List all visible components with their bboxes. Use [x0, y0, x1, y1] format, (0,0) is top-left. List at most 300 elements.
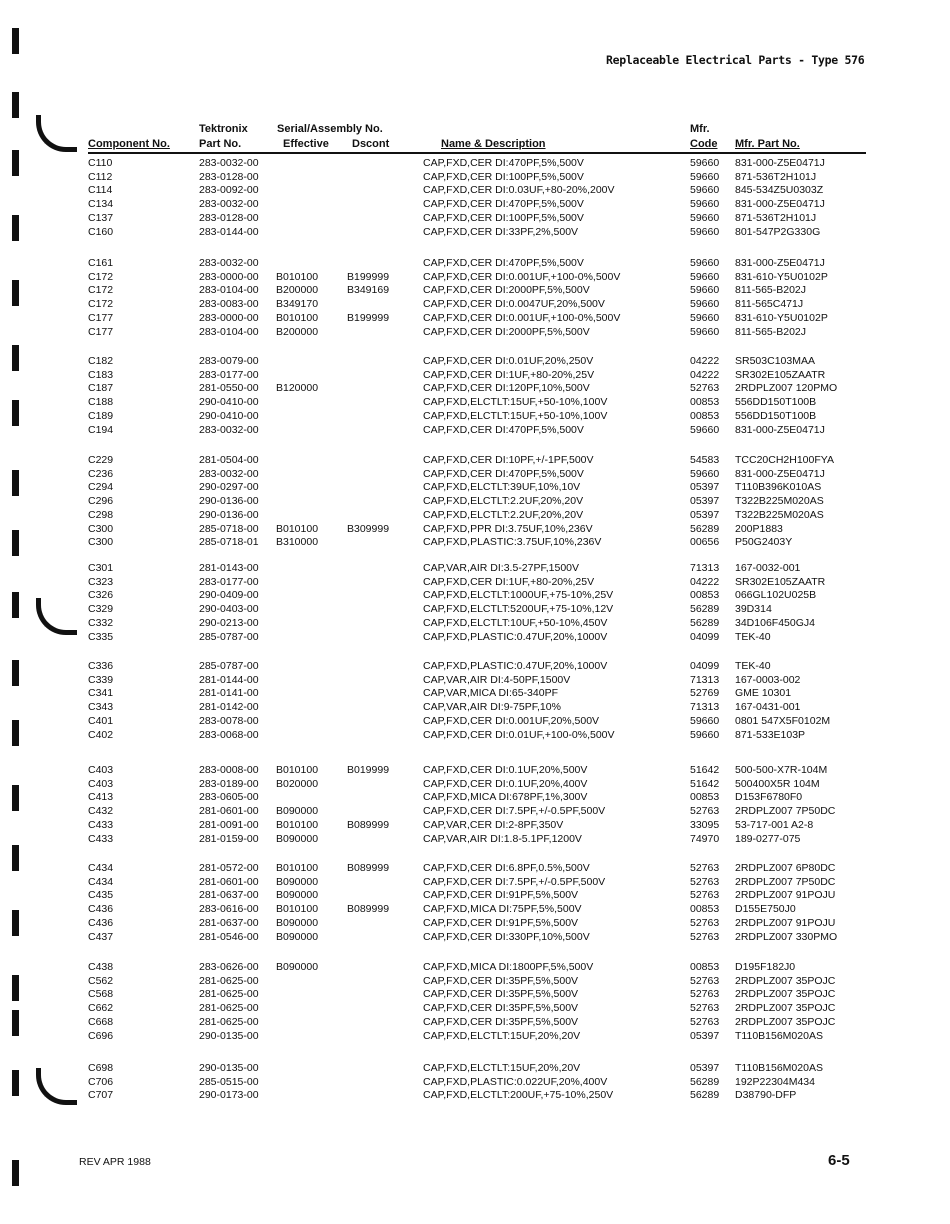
serial-effective: B010100 — [276, 270, 319, 283]
header-mfr: Mfr. — [690, 123, 710, 135]
serial-dscont: B199999 — [347, 270, 390, 283]
description: CAP,FXD,ELCTLT:1000UF,+75-10%,25V — [423, 589, 614, 602]
description: CAP,FXD,CER DI:470PF,5%,500V — [423, 423, 584, 436]
mfr-part-no: 167-0003-002 — [735, 673, 801, 686]
description: CAP,FXD,CER DI:330PF,10%,500V — [423, 930, 590, 943]
component-no: C300 — [88, 536, 114, 549]
description: CAP,FXD,ELCTLT:15UF,20%,20V — [423, 1029, 581, 1042]
tek-part-no: 283-0032-00 — [199, 467, 259, 480]
mfr-part-no: 831-000-Z5E0471J — [735, 257, 825, 269]
component-no: C187 — [88, 382, 114, 395]
binder-mark — [12, 975, 19, 1001]
mfr-part-no: 831-000-Z5E0471J — [735, 467, 825, 480]
mfr-part-no: P50G2403Y — [735, 536, 793, 549]
mfr-code: 04099 — [690, 660, 720, 672]
header-description: Name & Description — [441, 138, 546, 150]
mfr-code: 04222 — [690, 355, 720, 367]
mfr-part-no: 2RDPLZ007 6P80DC — [735, 862, 836, 874]
tek-part-no: 290-0403-00 — [199, 603, 259, 616]
tek-part-no: 281-0572-00 — [199, 862, 259, 874]
description: CAP,FXD,CER DI:0.001UF,20%,500V — [423, 714, 600, 727]
component-no: C336 — [88, 660, 114, 672]
description: CAP,FXD,CER DI:2000PF,5%,500V — [423, 325, 590, 338]
mfr-part-no: 2RDPLZ007 330PMO — [735, 930, 838, 943]
tek-part-no: 283-0079-00 — [199, 355, 259, 367]
mfr-code: 05397 — [690, 1062, 720, 1074]
description: CAP,FXD,CER DI:0.001UF,+100-0%,500V — [423, 311, 621, 324]
component-no: C413 — [88, 791, 114, 804]
mfr-part-no: 2RDPLZ007 35POJC — [735, 988, 836, 1001]
description: CAP,FXD,CER DI:35PF,5%,500V — [423, 974, 579, 987]
description: CAP,FXD,CER DI:35PF,5%,500V — [423, 988, 579, 1001]
mfr-code: 59660 — [690, 198, 720, 211]
description: CAP,FXD,CER DI:35PF,5%,500V — [423, 1015, 579, 1028]
tek-part-no: 281-0625-00 — [199, 1015, 259, 1028]
mfr-part-no: 53-717-001 A2-8 — [735, 818, 814, 831]
component-no: C706 — [88, 1075, 114, 1088]
mfr-code: 56289 — [690, 616, 720, 629]
mfr-part-no: 871-533E103P — [735, 728, 806, 741]
mfr-part-no: 2RDPLZ007 7P50DC — [735, 805, 836, 818]
mfr-part-no: 831-610-Y5U0102P — [735, 311, 828, 324]
mfr-part-no: SR503C103MAA — [735, 355, 815, 367]
page-title: Replaceable Electrical Parts - Type 576 — [606, 53, 865, 67]
mfr-code: 51642 — [690, 764, 720, 776]
component-no: C434 — [88, 862, 114, 874]
description: CAP,FXD,CER DI:33PF,2%,500V — [423, 225, 579, 238]
mfr-code: 52763 — [690, 889, 720, 902]
mfr-part-no: 39D314 — [735, 603, 772, 616]
binder-mark — [12, 910, 19, 936]
mfr-part-no: 831-000-Z5E0471J — [735, 157, 825, 169]
description: CAP,VAR,AIR DI:9-75PF,10% — [423, 701, 561, 714]
mfr-part-no: 2RDPLZ007 91POJU — [735, 889, 836, 902]
serial-dscont: B089999 — [347, 903, 390, 916]
mfr-part-no: 34D106F450GJ4 — [735, 616, 815, 629]
header-mfr-code: Code — [690, 138, 718, 150]
mfr-part-no: SR302E105ZAATR — [735, 575, 826, 588]
binder-mark — [12, 215, 19, 241]
mfr-code: 00853 — [690, 903, 720, 916]
mfr-code: 04099 — [690, 630, 720, 643]
serial-effective: B020000 — [276, 777, 319, 790]
mfr-code: 59660 — [690, 298, 720, 311]
component-no: C172 — [88, 298, 114, 311]
mfr-code: 59660 — [690, 284, 720, 297]
mfr-code: 74970 — [690, 832, 720, 845]
mfr-part-no: 200P1883 — [735, 522, 783, 535]
mfr-code: 51642 — [690, 777, 720, 790]
serial-dscont: B089999 — [347, 862, 390, 874]
tek-part-no: 290-0410-00 — [199, 409, 259, 422]
mfr-code: 71313 — [690, 673, 720, 686]
description: CAP,VAR,AIR DI:4-50PF,1500V — [423, 673, 571, 686]
component-no: C339 — [88, 673, 114, 686]
header-effective: Effective — [283, 138, 329, 150]
component-no: C435 — [88, 889, 114, 902]
description: CAP,FXD,ELCTLT:15UF,20%,20V — [423, 1062, 581, 1074]
mfr-code: 00853 — [690, 589, 720, 602]
mfr-part-no: 556DD150T100B — [735, 396, 817, 409]
tek-part-no: 281-0159-00 — [199, 832, 259, 845]
tek-part-no: 290-0135-00 — [199, 1029, 259, 1042]
mfr-code: 59660 — [690, 257, 720, 269]
tek-part-no: 285-0787-00 — [199, 660, 259, 672]
description: CAP,FXD,CER DI:470PF,5%,500V — [423, 157, 584, 169]
component-no: C402 — [88, 728, 114, 741]
serial-effective: B090000 — [276, 961, 319, 973]
mfr-part-no: 871-536T2H101J — [735, 211, 817, 224]
revision-date: REV APR 1988 — [79, 1156, 151, 1168]
mfr-part-no: TEK-40 — [735, 660, 771, 672]
component-no: C114 — [88, 184, 113, 197]
binder-mark — [12, 470, 19, 496]
mfr-part-no: 811-565-B202J — [735, 325, 807, 338]
mfr-part-no: D153F6780F0 — [735, 791, 803, 804]
description: CAP,FXD,CER DI:35PF,5%,500V — [423, 1002, 579, 1015]
tek-part-no: 283-0177-00 — [199, 575, 259, 588]
binder-mark — [12, 92, 19, 118]
component-no: C341 — [88, 687, 114, 700]
serial-effective: B090000 — [276, 805, 319, 818]
mfr-part-no: T322B225M020AS — [735, 508, 824, 521]
mfr-code: 00656 — [690, 536, 720, 549]
mfr-code: 04222 — [690, 575, 720, 588]
tek-part-no: 283-0032-00 — [199, 157, 259, 169]
mfr-code: 00853 — [690, 961, 720, 973]
component-no: C161 — [88, 257, 114, 269]
component-no: C229 — [88, 454, 114, 466]
serial-effective: B090000 — [276, 832, 319, 845]
binder-mark — [12, 1010, 19, 1036]
tek-part-no: 281-0625-00 — [199, 974, 259, 987]
component-no: C436 — [88, 916, 114, 929]
description: CAP,FXD,ELCTLT:200UF,+75-10%,250V — [423, 1089, 614, 1102]
description: CAP,FXD,ELCTLT:2.2UF,20%,20V — [423, 508, 584, 521]
mfr-part-no: 0801 547X5F0102M — [735, 714, 831, 727]
tek-part-no: 281-0143-00 — [199, 562, 259, 574]
mfr-code: 71313 — [690, 562, 720, 574]
header-dscont: Dscont — [352, 138, 390, 150]
tek-part-no: 283-0092-00 — [199, 184, 259, 197]
tek-part-no: 283-0616-00 — [199, 903, 259, 916]
description: CAP,FXD,MICA DI:1800PF,5%,500V — [423, 961, 594, 973]
mfr-part-no: 845-534Z5U0303Z — [735, 184, 824, 197]
description: CAP,FXD,PLASTIC:0.022UF,20%,400V — [423, 1075, 608, 1088]
mfr-part-no: GME 10301 — [735, 687, 792, 700]
tek-part-no: 283-0078-00 — [199, 714, 259, 727]
tek-part-no: 283-0032-00 — [199, 198, 259, 211]
serial-dscont: B089999 — [347, 818, 390, 831]
mfr-code: 71313 — [690, 701, 720, 714]
mfr-code: 05397 — [690, 1029, 720, 1042]
serial-effective: B349170 — [276, 298, 319, 311]
component-no: C707 — [88, 1089, 114, 1102]
description: CAP,FXD,PPR DI:3.75UF,10%,236V — [423, 522, 593, 535]
tek-part-no: 283-0189-00 — [199, 777, 259, 790]
mfr-part-no: 2RDPLZ007 35POJC — [735, 974, 836, 987]
binder-mark — [12, 592, 19, 618]
mfr-part-no: T110B156M020AS — [735, 1062, 823, 1074]
tek-part-no: 290-0136-00 — [199, 508, 259, 521]
mfr-part-no: T110B396K010AS — [735, 481, 822, 494]
mfr-part-no: T110B156M020AS — [735, 1029, 823, 1042]
description: CAP,FXD,CER DI:0.1UF,20%,400V — [423, 777, 588, 790]
mfr-code: 05397 — [690, 508, 720, 521]
component-no: C436 — [88, 903, 114, 916]
binder-mark — [12, 345, 19, 371]
tek-part-no: 285-0718-01 — [199, 536, 259, 549]
description: CAP,FXD,ELCTLT:10UF,+50-10%,450V — [423, 616, 608, 629]
description: CAP,FXD,CER DI:0.0047UF,20%,500V — [423, 298, 605, 311]
component-no: C433 — [88, 832, 114, 845]
binder-mark — [12, 660, 19, 686]
description: CAP,FXD,CER DI:7.5PF,+/-0.5PF,500V — [423, 875, 606, 888]
tek-part-no: 283-0000-00 — [199, 311, 259, 324]
mfr-code: 56289 — [690, 1075, 720, 1088]
component-no: C298 — [88, 508, 114, 521]
binder-curve — [36, 598, 77, 635]
component-no: C438 — [88, 961, 114, 973]
mfr-code: 59660 — [690, 325, 720, 338]
serial-effective: B010100 — [276, 903, 319, 916]
binder-curve — [36, 115, 77, 152]
serial-effective: B200000 — [276, 284, 319, 297]
mfr-part-no: 2RDPLZ007 35POJC — [735, 1002, 836, 1015]
component-no: C189 — [88, 409, 114, 422]
component-no: C301 — [88, 562, 114, 574]
description: CAP,FXD,PLASTIC:0.47UF,20%,1000V — [423, 630, 608, 643]
tek-part-no: 283-0068-00 — [199, 728, 259, 741]
mfr-code: 52763 — [690, 875, 720, 888]
tek-part-no: 281-0625-00 — [199, 1002, 259, 1015]
mfr-part-no: 189-0277-075 — [735, 832, 801, 845]
mfr-code: 54583 — [690, 454, 720, 466]
binder-mark — [12, 530, 19, 556]
description: CAP,FXD,PLASTIC:3.75UF,10%,236V — [423, 536, 602, 549]
tek-part-no: 283-0605-00 — [199, 791, 259, 804]
tek-part-no: 283-0104-00 — [199, 284, 259, 297]
component-no: C437 — [88, 930, 114, 943]
description: CAP,FXD,CER DI:100PF,5%,500V — [423, 170, 584, 183]
description: CAP,VAR,AIR DI:3.5-27PF,1500V — [423, 562, 580, 574]
tek-part-no: 283-0128-00 — [199, 170, 259, 183]
component-no: C562 — [88, 974, 114, 987]
tek-part-no: 290-0409-00 — [199, 589, 259, 602]
description: CAP,FXD,ELCTLT:5200UF,+75-10%,12V — [423, 603, 614, 616]
mfr-code: 59660 — [690, 225, 720, 238]
header-rule — [88, 152, 866, 154]
mfr-code: 52763 — [690, 382, 720, 395]
tek-part-no: 283-0128-00 — [199, 211, 259, 224]
tek-part-no: 281-0091-00 — [199, 818, 259, 831]
mfr-code: 56289 — [690, 603, 720, 616]
description: CAP,FXD,CER DI:100PF,5%,500V — [423, 211, 584, 224]
tek-part-no: 283-0032-00 — [199, 257, 259, 269]
mfr-code: 59660 — [690, 423, 720, 436]
tek-part-no: 281-0637-00 — [199, 916, 259, 929]
component-no: C403 — [88, 764, 114, 776]
binder-curve — [36, 1068, 77, 1105]
component-no: C433 — [88, 818, 114, 831]
mfr-part-no: 871-536T2H101J — [735, 170, 817, 183]
mfr-code: 56289 — [690, 522, 720, 535]
tek-part-no: 283-0104-00 — [199, 325, 259, 338]
serial-dscont: B309999 — [347, 522, 390, 535]
description: CAP,FXD,ELCTLT:39UF,10%,10V — [423, 481, 581, 494]
mfr-part-no: 2RDPLZ007 7P50DC — [735, 875, 836, 888]
mfr-part-no: 831-000-Z5E0471J — [735, 198, 825, 211]
description: CAP,FXD,CER DI:470PF,5%,500V — [423, 467, 584, 480]
binder-mark — [12, 785, 19, 811]
binder-mark — [12, 1070, 19, 1096]
mfr-code: 56289 — [690, 1089, 720, 1102]
tek-part-no: 290-0135-00 — [199, 1062, 259, 1074]
mfr-code: 52763 — [690, 1015, 720, 1028]
tek-part-no: 281-0504-00 — [199, 454, 259, 466]
mfr-part-no: 2RDPLZ007 120PMO — [735, 382, 838, 395]
serial-effective: B010100 — [276, 311, 319, 324]
mfr-code: 05397 — [690, 481, 720, 494]
serial-effective: B010100 — [276, 818, 319, 831]
component-no: C696 — [88, 1029, 114, 1042]
description: CAP,FXD,CER DI:0.001UF,+100-0%,500V — [423, 270, 621, 283]
serial-effective: B090000 — [276, 930, 319, 943]
component-no: C110 — [88, 157, 113, 169]
tek-part-no: 285-0515-00 — [199, 1075, 259, 1088]
tek-part-no: 290-0297-00 — [199, 481, 259, 494]
tek-part-no: 281-0550-00 — [199, 382, 259, 395]
component-no: C183 — [88, 368, 114, 381]
description: CAP,FXD,CER DI:0.01UF,20%,250V — [423, 355, 594, 367]
mfr-part-no: 167-0431-001 — [735, 701, 801, 714]
mfr-code: 52769 — [690, 687, 720, 700]
binder-mark — [12, 280, 19, 306]
component-no: C432 — [88, 805, 114, 818]
tek-part-no: 285-0787-00 — [199, 630, 259, 643]
description: CAP,FXD,CER DI:7.5PF,+/-0.5PF,500V — [423, 805, 606, 818]
component-no: C335 — [88, 630, 114, 643]
tek-part-no: 290-0410-00 — [199, 396, 259, 409]
mfr-part-no: D38790-DFP — [735, 1089, 797, 1102]
mfr-code: 52763 — [690, 988, 720, 1001]
component-no: C194 — [88, 423, 114, 436]
mfr-code: 52763 — [690, 916, 720, 929]
tek-part-no: 281-0637-00 — [199, 889, 259, 902]
mfr-code: 00853 — [690, 396, 720, 409]
description: CAP,FXD,CER DI:1UF,+80-20%,25V — [423, 368, 595, 381]
header-component: Component No. — [88, 138, 170, 150]
component-no: C403 — [88, 777, 114, 790]
header-mfr-part: Mfr. Part No. — [735, 138, 800, 150]
component-no: C177 — [88, 325, 114, 338]
binder-mark — [12, 400, 19, 426]
component-no: C134 — [88, 198, 114, 211]
tek-part-no: 281-0144-00 — [199, 673, 259, 686]
description: CAP,FXD,CER DI:470PF,5%,500V — [423, 198, 584, 211]
description: CAP,FXD,CER DI:120PF,10%,500V — [423, 382, 590, 395]
mfr-part-no: 2RDPLZ007 35POJC — [735, 1015, 836, 1028]
description: CAP,FXD,CER DI:0.1UF,20%,500V — [423, 764, 588, 776]
tek-part-no: 283-0008-00 — [199, 764, 259, 776]
serial-dscont: B019999 — [347, 764, 390, 776]
tek-part-no: 285-0718-00 — [199, 522, 259, 535]
component-no: C236 — [88, 467, 114, 480]
binder-mark — [12, 28, 19, 54]
component-no: C294 — [88, 481, 114, 494]
mfr-code: 59660 — [690, 157, 720, 169]
header-part-no: Part No. — [199, 138, 242, 150]
mfr-code: 52763 — [690, 805, 720, 818]
description: CAP,FXD,ELCTLT:15UF,+50-10%,100V — [423, 409, 608, 422]
description: CAP,FXD,MICA DI:75PF,5%,500V — [423, 903, 582, 916]
component-no: C662 — [88, 1002, 114, 1015]
component-no: C568 — [88, 988, 114, 1001]
component-no: C137 — [88, 211, 114, 224]
mfr-code: 59660 — [690, 170, 720, 183]
tek-part-no: 281-0601-00 — [199, 805, 259, 818]
component-no: C177 — [88, 311, 114, 324]
component-no: C434 — [88, 875, 114, 888]
serial-effective: B090000 — [276, 916, 319, 929]
description: CAP,FXD,MICA DI:678PF,1%,300V — [423, 791, 588, 804]
serial-dscont: B199999 — [347, 311, 390, 324]
component-no: C172 — [88, 270, 114, 283]
page-number: 6-5 — [828, 1152, 850, 1169]
mfr-part-no: SR302E105ZAATR — [735, 368, 826, 381]
mfr-code: 59660 — [690, 311, 720, 324]
mfr-part-no: 500-500-X7R-104M — [735, 764, 828, 776]
mfr-code: 52763 — [690, 862, 720, 874]
tek-part-no: 290-0213-00 — [199, 616, 259, 629]
tek-part-no: 281-0546-00 — [199, 930, 259, 943]
description: CAP,FXD,ELCTLT:2.2UF,20%,20V — [423, 495, 584, 508]
description: CAP,FXD,CER DI:0.01UF,+100-0%,500V — [423, 728, 615, 741]
mfr-code: 04222 — [690, 368, 720, 381]
mfr-code: 59660 — [690, 714, 720, 727]
description: CAP,FXD,CER DI:0.03UF,+80-20%,200V — [423, 184, 615, 197]
binder-mark — [12, 1160, 19, 1186]
mfr-part-no: TCC20CH2H100FYA — [735, 454, 835, 466]
description: CAP,FXD,CER DI:470PF,5%,500V — [423, 257, 584, 269]
description: CAP,FXD,CER DI:6.8PF,0.5%,500V — [423, 862, 590, 874]
component-no: C300 — [88, 522, 114, 535]
mfr-code: 52763 — [690, 930, 720, 943]
tek-part-no: 283-0000-00 — [199, 270, 259, 283]
serial-effective: B200000 — [276, 325, 319, 338]
description: CAP,FXD,CER DI:10PF,+/-1PF,500V — [423, 454, 594, 466]
mfr-part-no: 500400X5R 104M — [735, 777, 820, 790]
serial-effective: B310000 — [276, 536, 319, 549]
mfr-part-no: T322B225M020AS — [735, 495, 824, 508]
header-tektronix: Tektronix — [199, 123, 248, 135]
serial-effective: B010100 — [276, 522, 319, 535]
mfr-part-no: 831-000-Z5E0471J — [735, 423, 825, 436]
tek-part-no: 283-0032-00 — [199, 423, 259, 436]
mfr-code: 52763 — [690, 974, 720, 987]
mfr-part-no: 556DD150T100B — [735, 409, 817, 422]
mfr-code: 59660 — [690, 270, 720, 283]
serial-dscont: B349169 — [347, 284, 390, 297]
mfr-part-no: D155E750J0 — [735, 903, 796, 916]
mfr-part-no: 167-0032-001 — [735, 562, 801, 574]
mfr-code: 52763 — [690, 1002, 720, 1015]
mfr-part-no: 192P22304M434 — [735, 1075, 815, 1088]
tek-part-no: 290-0173-00 — [199, 1089, 259, 1102]
component-no: C332 — [88, 616, 114, 629]
mfr-part-no: 066GL102U025B — [735, 589, 817, 602]
serial-effective: B010100 — [276, 862, 319, 874]
